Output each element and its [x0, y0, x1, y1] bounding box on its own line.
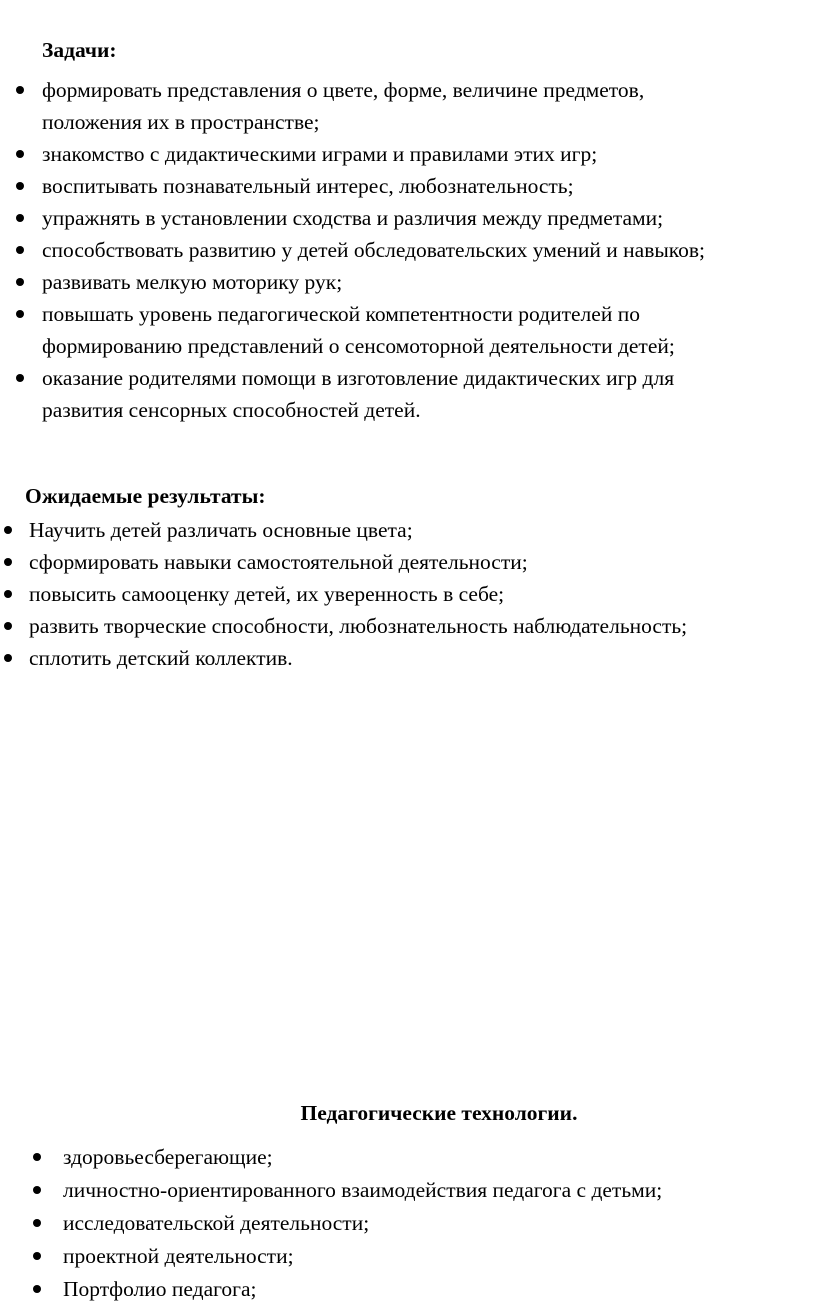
list-item [42, 362, 812, 426]
list-item [63, 1273, 803, 1305]
list-item [29, 578, 809, 610]
list-item [29, 514, 809, 546]
bullet-icon [16, 374, 24, 382]
bullet-icon [16, 278, 24, 286]
bullet-icon [33, 1153, 41, 1161]
tasks-list [42, 74, 812, 426]
list-item-text: повысить самооценку детей, их уверенность в себе; [29, 582, 505, 606]
bullet-icon [4, 590, 12, 598]
list-item [42, 298, 812, 362]
list-item [63, 1240, 803, 1272]
bullet-icon [4, 622, 12, 630]
list-item-text: повышать уровень педагогической компетентности родителей по [42, 302, 640, 326]
list-item [42, 74, 812, 138]
results-list [29, 514, 809, 674]
tasks-heading: Задачи: [42, 38, 117, 62]
list-item [42, 266, 812, 298]
list-item-text-continued: формированию представлений о сенсомоторной деятельности детей; [42, 334, 675, 358]
list-item-text: исследовательской деятельности; [63, 1211, 370, 1235]
bullet-icon [33, 1252, 41, 1260]
list-item [63, 1141, 803, 1173]
list-item-text: Научить детей различать основные цвета; [29, 518, 413, 542]
list-item [29, 546, 809, 578]
list-item [29, 610, 809, 642]
list-item-text-continued: положения их в пространстве; [42, 110, 320, 134]
bullet-icon [16, 150, 24, 158]
bullet-icon [4, 558, 12, 566]
list-item-text: формировать представления о цвете, форме, величине предметов, [42, 78, 645, 102]
list-item [42, 202, 812, 234]
list-item [63, 1174, 803, 1206]
bullet-icon [16, 214, 24, 222]
list-item [42, 170, 812, 202]
bullet-icon [16, 182, 24, 190]
list-item-text: проектной деятельности; [63, 1244, 294, 1268]
list-item-text: сформировать навыки самостоятельной деятельности; [29, 550, 528, 574]
bullet-icon [33, 1285, 41, 1293]
list-item-text: сплотить детский коллектив. [29, 646, 293, 670]
list-item-text: знакомство с дидактическими играми и правилами этих игр; [42, 142, 598, 166]
bullet-icon [16, 246, 24, 254]
list-item-text: развивать мелкую моторику рук; [42, 270, 343, 294]
list-item-text: способствовать развитию у детей обследовательских умений и навыков; [42, 238, 706, 262]
list-item [42, 234, 812, 266]
list-item-text: воспитывать познавательный интерес, любознательность; [42, 174, 574, 198]
list-item [29, 642, 809, 674]
list-item-text: Портфолио педагога; [63, 1277, 257, 1301]
list-item-text: оказание родителями помощи в изготовление дидактических игр для [42, 366, 675, 390]
technologies-heading: Педагогические технологии. [300, 1101, 578, 1125]
results-heading: Ожидаемые результаты: [25, 484, 266, 508]
list-item-text: упражнять в установлении сходства и различия между предметами; [42, 206, 664, 230]
list-item [42, 138, 812, 170]
technologies-list [63, 1141, 803, 1306]
list-item-text: развить творческие способности, любознательность наблюдательность; [29, 614, 688, 638]
list-item-text: личностно-ориентированного взаимодействия педагога с детьми; [63, 1178, 663, 1202]
bullet-icon [33, 1219, 41, 1227]
bullet-icon [16, 86, 24, 94]
list-item-text: здоровьесберегающие; [63, 1145, 273, 1169]
bullet-icon [33, 1186, 41, 1194]
list-item-text-continued: развития сенсорных способностей детей. [42, 398, 421, 422]
bullet-icon [16, 310, 24, 318]
bullet-icon [4, 654, 12, 662]
list-item [63, 1207, 803, 1239]
bullet-icon [4, 526, 12, 534]
